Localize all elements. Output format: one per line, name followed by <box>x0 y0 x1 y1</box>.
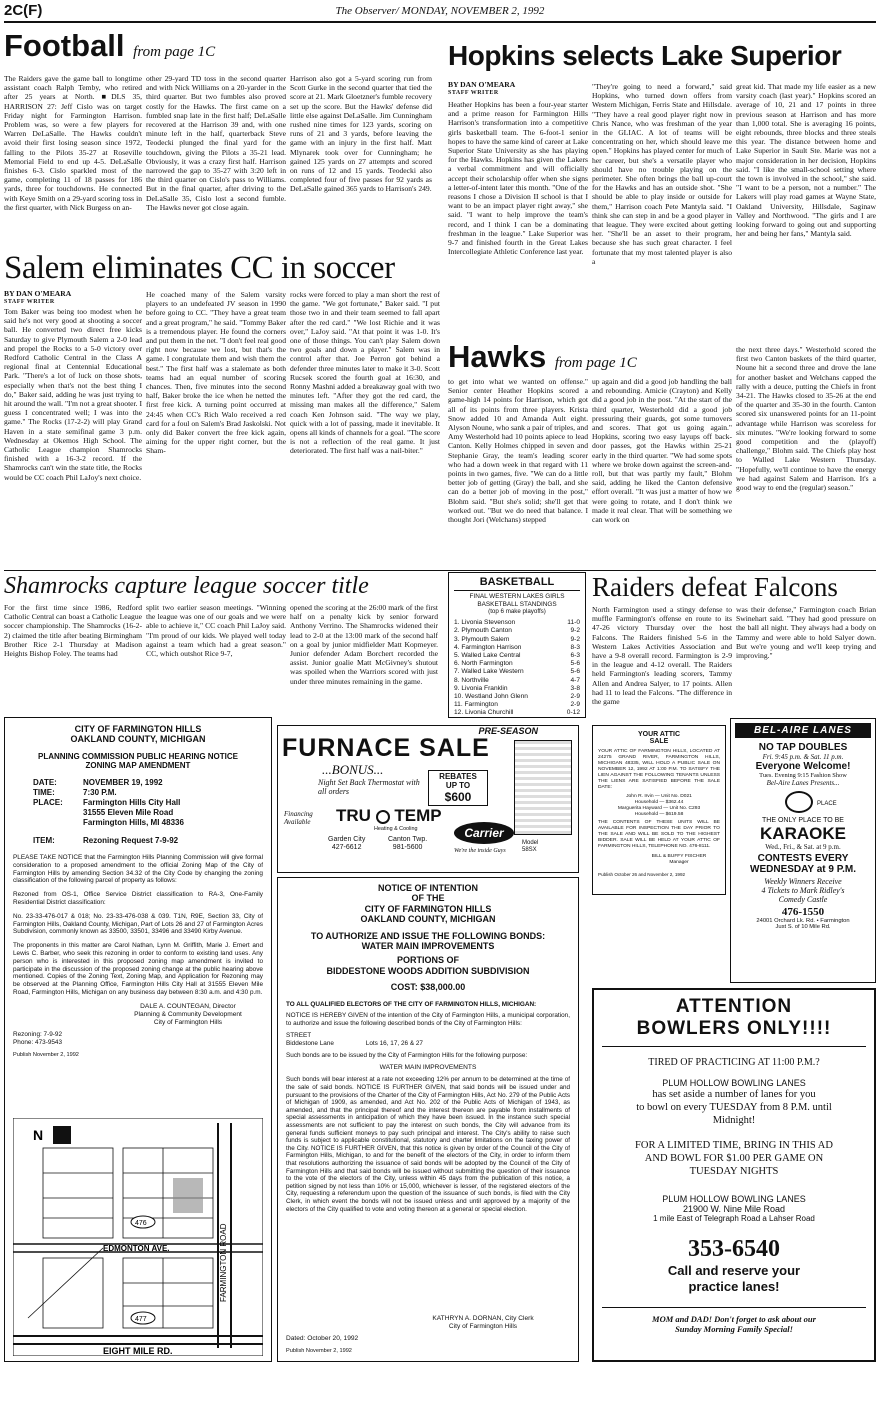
zoning-details <box>33 778 263 846</box>
zoning-signature <box>113 1003 263 1027</box>
standings-row <box>454 685 580 693</box>
belaire-l4: THE ONLY PLACE TO BE <box>762 817 844 824</box>
bowlers-l12: Call and reserve your <box>667 1263 801 1278</box>
bonds-p3: Such bonds will bear interest at a rate not exceeding 12% per annum to be determined at the time of the sale of said bonds. NOTICE IS FURTHER GIVEN, that said bonds will be issued under and pursuant to the provisions of the Charter of the City of Farmington Hills, Act No. 279 of the Public Acts of Michigan of 1909, as amended, and Act No. 202 of the Public Acts of Michigan of 1943, as amended, and that the principal thereof and the interest thereon are payable from installments of special assessments in anticipation of which they have been issued. In the instance such special assessments are not sufficient to pay the interest on such bonds, the City will advance from its general funds sufficient moneys to pay such principal and interest. The City's ability to raise such funds is subject to applicable constitutional, statutory and charter limitations on the taxing power of the City. NOTICE IS FURTHER GIVEN, that this notice is given by order of the Council of the City of Farmington Hills, Michigan, to and for the benefit of the electors of the City, in order to inform them that resolutions authorizing the issuance of said bonds will be adopted by the Council of the City of Farmington Hills and that said bonds will be issued without submitting the question of their issuance to the vote of the electors of the City, unless within 45 days from the publication of this notice, a petition signed by not less than 10% or 15,000, whichever is lesser, of the registered electors of the City, requesting a referendum upon the question of the issuance of such bonds, is filed with the City Clerk, in which event the bonds will not be issued unless and until approved by a majority of the electors of the City qualified to vote and voting thereon at a general or special election. <box>286 1076 570 1213</box>
standings-row <box>454 701 580 709</box>
salem-headline: Salem eliminates CC in soccer <box>4 250 395 286</box>
zoning-county: OAKLAND COUNTY, MICHIGAN <box>70 734 206 744</box>
bowlers-l7: AND BOWL FOR $1.00 PER GAME ON <box>644 1153 824 1164</box>
standings-row <box>454 636 580 644</box>
hawks-col-1: to get into what we wanted on offense." Senior center Heather Hopkins scored a game-high 14 points for Harrison, which got all of its points from three players. Krista Snow added 10 and Amanda Ault eight. Alyson Noune, who sank a pair of triples, and Amy Westerhold had 10 points apiece to lead Canton. Kelly Holmes chipped in seven and Stephanie Gray, the team's leading scorer who had a down week in that regard with 11 points in two games, five. "We can do a little better job of getting (Gray) the ball, and she can do a better job of moving in the post," Blohm said. "But she's solid; she'll get that worked out. "But we do need that balance. I thought Jori (Welchans) stepped <box>448 377 588 525</box>
raiders-col-2: was their defense," Farmington coach Brian Swinehart said. "They had good pressure on the ball all night. They always had a body on Tammy and were able to hold Salyer down. But we're young and we'll keep trying and improving." <box>736 605 876 661</box>
sign-2: Planning & Community Development <box>134 1010 242 1018</box>
place-1: Farmington Hills City Hall <box>83 798 181 807</box>
furnace-bonus: ...BONUS... <box>322 762 384 777</box>
football-col-2: other 29-yard TD toss in the second quarter and with Nick Williams on a 20-yarder in the third quarter. But two fumbles also proved costly for the Hawks. The first came on a fumbled snap late in the first half; DeLaSalle recovered at the Harrison 39 and, with one minute left in the half, quarterback Steve Teodecki plunged the final yard for the touchdown, giving the Pilots a 35-21 lead. Obviously, it was a crazy first half. Harrison narrowed the gap to 35-27 with 3:20 left in the third quarter on Cislo's pass to Williams. But in the final quarter, after driving to the DeLaSalle 35, Cislo lost a second fumble. The Hawks never got close again. <box>146 74 286 212</box>
trutemp-logo <box>336 806 442 826</box>
standings-team: 9. Livonia Franklin <box>454 684 508 692</box>
time-label: TIME: <box>33 788 55 797</box>
trutemp-sub: Heating & Cooling <box>374 826 418 832</box>
rebate-line-2: UP TO <box>445 781 471 790</box>
section-rule <box>4 570 876 571</box>
standings-record: 6-3 <box>570 652 580 659</box>
standings-list <box>454 619 580 717</box>
city-2: Canton Twp. <box>388 836 428 843</box>
lake-superior-col-1: Heather Hopkins has been a four-year starter and a prime reason for Farmington Hills Harrison's transformation into a competitive girls basketball team. The 6-foot-1 senior hopes to have the same kind of career at Lake Superior State University as she has playing for the Hawks. Hopkins has given the Lakers a verbal commitment and will officially accept their scholarship offer when she signs a letter-of-intent later this month. "One of the reasons I chose a Division II school is that I want to be an impact player right away," she said. "I want to help improve the team's record, and I think I can be a dominating freshman in the league." Lake Superior was 9-7 and finished fourth in the Great Lakes Intercollegiate Athletic Conference last year. <box>448 100 588 257</box>
bowlers-l2: PLUM HOLLOW BOWLING LANES <box>662 1078 806 1088</box>
byline-role: STAFF WRITER <box>4 299 55 305</box>
standings-record: 9-2 <box>570 635 580 643</box>
zoning-footer <box>13 1031 263 1059</box>
header-rule <box>4 21 876 23</box>
bowlers-phone: 353-6540 <box>688 1236 780 1262</box>
street-label: STREET <box>286 1032 312 1040</box>
raiders-headline: Raiders defeat Falcons <box>592 572 838 602</box>
standings-row <box>454 693 580 701</box>
rezoning-number: Rezoning: 7-9-92 <box>13 1030 63 1038</box>
belaire-h4: CONTESTS EVERY <box>757 853 849 864</box>
standings-note: (top 6 make playoffs) <box>488 608 546 616</box>
lake-superior-byline <box>448 80 515 98</box>
phone-2: 981-5600 <box>392 844 423 851</box>
standings-record: 5-6 <box>570 668 580 676</box>
football-col-1: The Raiders gave the game ball to longtime assistant coach Ralph Temby, who retired after 25 years at North. ■DLS 35, HARRISON 27: Jeff Cislo was on target Friday night for Farmington Harrison. Problem was, so were a few players for Warren DeLaSalle. The Hawks couldn't avoid their first losing season since 1972, falling to the Pilots 35-27 at Roseville Memorial Field to end up 4-5. DeLaSalle finishes 6-3. Cislo sparkled most of the game, completing 11 of 18 passes for 186 yards, three for touchdowns. He connected with Keye Smith on a 29-yard scoring toss in the first quarter, with Nick Burgess on an- <box>4 74 142 212</box>
bowlers-l11: 1 mile East of Telegraph Road a Lahser Road <box>653 1214 815 1223</box>
map-north-label: N <box>33 1127 44 1143</box>
tru-label: TRU <box>336 806 371 825</box>
financing: Financing Available <box>284 810 313 826</box>
standings-title: BASKETBALL <box>454 576 580 591</box>
attic-sign: BILL & BUFFY FISCHER <box>651 854 707 859</box>
bowlers-l5: Midnight! <box>712 1115 756 1126</box>
shamrocks-col-3: opened the scoring at the 26:00 mark of the first half on a penalty kick by senior forward Anthony Verrino. The Shamrocks widened their lead to 2-0 at the 13:00 mark of the second half on a goal by junior midfielder Matt Kopmeyer. Junior defender Adam Borchert recorded the assist. Junior goalie Matt McGivney's shutout was spoiled when the Warriors scored with just under three minutes remaining in the game. <box>290 603 438 686</box>
zoning-city: CITY OF FARMINGTON HILLS <box>74 724 202 734</box>
bowlers-l10: 21900 W. Nine Mile Road <box>682 1204 786 1214</box>
belaire-logo-area <box>735 789 871 815</box>
hawks-jump: from page 1C <box>554 355 637 371</box>
standings-team: 4. Farmington Harrison <box>454 643 522 651</box>
bonds-h8: BIDDESTONE WOODS ADDITION SUBDIVISION <box>326 965 530 976</box>
zoning-amendment: ZONING MAP AMENDMENT <box>85 761 191 770</box>
standings-row <box>454 619 580 627</box>
standings-row <box>454 677 580 685</box>
attic-body: YOUR ATTIC OF FARMINGTON HILLS, LOCATED AT 24275 GRAND RIVER, FARMINGTON HILLS, MICHIGAN 48335, WILL HOLD A PUBLIC SALE ON NOVEMBER 12, 1992 AT 1:00 P.M. TO SATISFY THE LIEN AGAINST THE FOLLOWING TENANTS UNLESS THE LIENS ARE SATISFIED BEFORE THE SALE DATE: <box>598 749 720 790</box>
furnace-sale-ad <box>277 725 579 873</box>
north-arrow <box>53 1126 71 1144</box>
bonds-sign-2: City of Farmington Hills <box>448 1323 518 1331</box>
attic-sign-2: Manager <box>669 860 689 865</box>
belaire-h5: WEDNESDAY at 9 P.M. <box>750 864 856 875</box>
microphone-icon <box>785 791 813 813</box>
place-3: Farmington Hills, MI 48336 <box>83 818 184 827</box>
zoning-body-4: The proponents in this matter are Carol Nathan, Lynn M. Griffith, Marie J. Emert and Lewis C. Barber, who seek this rezoning in order to conform to existing land uses. Any person who is interested in this proposed zoning map amendment is invited to participate in the discussion of the proposed zoning change at the public hearing above mentioned. Copies of the Zoning Text, Zoning Map, and Application for Rezoning may be observed at the Planning Office, Farmington Hills City Hall at 31555 Eleven Mile Road, Farmington Hills, Michigan on any business day between 8:30 a.m. and 4:30 p.m. <box>13 942 263 996</box>
bonds-h6: WATER MAIN IMPROVEMENTS <box>361 941 495 952</box>
rebate-line-1: REBATES <box>439 772 477 781</box>
belaire-karaoke: KARAOKE <box>760 824 846 843</box>
tenant-1: John R. Irvin — Unit No. D021 <box>626 794 692 799</box>
football-col-3: Harrison also got a 5-yard scoring run from Scott Gurke in the second quarter that tied the score at 21. Mark Gloetzner's fumble recovery set up the score. But the Hawks' defense did little else against DeLaSalle. Jim Cunningham rushed nine times for 123 yards, scoring on runs of 21 and 3 yards, before leaving the game with an injury in the first half. Matt Mlynarek took over for Cunningham; he gained 125 yards on 27 attempts and scored on runs of 12 and 15 yards. Teodecki also completed four of five passes for 92 yards as DeLaSalle gained 365 yards to Harrison's 249. <box>290 74 432 194</box>
byline-name: BY DAN O'MEARA <box>448 80 516 89</box>
standings-record: 3-8 <box>570 684 580 692</box>
time-value: 7:30 P.M. <box>83 788 117 797</box>
attic-sale-notice <box>592 725 726 895</box>
zoning-hearing: PLANNING COMMISSION PUBLIC HEARING NOTICE <box>37 752 238 761</box>
standings-row <box>454 652 580 660</box>
rebate-box <box>428 770 488 806</box>
date-value: NOVEMBER 19, 1992 <box>83 778 163 787</box>
shamrocks-headline: Shamrocks capture league soccer title <box>4 573 369 599</box>
standings-team: 1. Livonia Stevenson <box>454 619 516 627</box>
map-parcel-477: 477 <box>135 1316 147 1323</box>
furnace-preseason: PRE-SEASON <box>478 726 538 736</box>
bowlers-l9: PLUM HOLLOW BOWLING LANES <box>662 1194 806 1204</box>
place-2: 31555 Eleven Mile Road <box>83 808 174 817</box>
standings-team: 10. Westland John Glenn <box>454 693 528 701</box>
attic-tenants <box>598 794 720 818</box>
bowlers-l8: TUESDAY NIGHTS <box>689 1166 779 1177</box>
bonds-p1: NOTICE IS HEREBY GIVEN of the intention of the City of Farmington Hills, a municipal corporation, to authorize and issue the following described bonds of the City of Farmington Hills: <box>286 1012 570 1028</box>
bonds-h2: OF THE <box>411 893 445 904</box>
page-number: 2C(F) <box>4 2 43 19</box>
standings-row <box>454 644 580 652</box>
zoning-phone: Phone: 473-9543 <box>13 1038 63 1046</box>
belaire-l3: Bel-Aire Lanes Presents... <box>766 779 840 787</box>
bonds-to: TO ALL QUALIFIED ELECTORS OF THE CITY OF FARMINGTON HILLS, MICHIGAN: <box>286 1000 537 1008</box>
furnace-bonus-sub: Night Set Back Thermostat with all orders <box>318 778 420 796</box>
hawks-headline <box>448 340 637 380</box>
bowlers-l6: FOR A LIMITED TIME, BRING IN THIS AD <box>635 1140 833 1151</box>
standings-record: 0-12 <box>566 709 580 717</box>
lake-superior-col-3: great kid. That made my life easier as a new varsity coach (last year)." Hopkins scored an average of 10, 21 and 17 points in three previous season at Harrison and has more than 1,000 total. She is averaging 16 points, eight rebounds, three blocks and three steals this year. The distance between home and Lake Superior in Sault Ste. Marie was not a major consideration in her decision, Hopkins said. "I like the small-school setting where the town is involved in the school," she said. "I want to be a person, not a number." The Lakers will play road games at Wayne State, Oakland University, Hillsdale, Saginaw Valley and Northwood. "The girls and I are looking forward to going out and supporting her and being her fans," Mantyla said. <box>736 82 876 239</box>
hawks-col-2: up again and did a good job handling the ball and rebounding. Amicie (Crayton) and Kelly did a good job in the post. "At the start of the third quarter, Westerhold did a good job pressuring their guards, got some turnovers and scores. That got us going again." Hopkins, scoring two easy layups off back-door passes, got the Hawks within 25-21 early in the third quarter. "We had some spots where we broke down against the screen-and-roll, but that was partly my fault," Blohm said, adding he liked the Canton defensive effort overall. "It was just a matter of how we were going to rotate, and I don't think we made it real clear. That will be something we can work on <box>592 377 732 525</box>
standings-team: 11. Farmington <box>454 701 498 709</box>
sign-3: City of Farmington Hills <box>153 1018 223 1026</box>
belaire-l1: Fri. 9:45 p.m. & Sat. 11 p.m. <box>762 753 844 761</box>
rezoned-parcel <box>173 1178 203 1213</box>
date-label: DATE: <box>33 778 57 787</box>
phone-1: 427-6612 <box>331 844 362 851</box>
salem-col-2: He coached many of the Salem varsity players to an undefeated JV season in 1990 before going to CC. "They have a great team and a great program," he said. "Tommy Baker is a tremendous player. He found the corners and put them in the net. "I don't feel real good right now because we lost, but that's the game. I congratulate them and wish them the best." The first half was a stalemate as both teams had an equal number of scoring chances. Then, five minutes into the second half, Baker broke the ice when he netted the first free kick. A turning point occurred at 24:45 when CC's Rich Walo received a red card for a foul on Salem's Brad Jaskolski. Not only did Baker convert the free kick again, aiming for the upper right corner, but the Sham- <box>146 290 286 456</box>
bonds-cost: COST: $38,000.00 <box>390 982 466 993</box>
bonds-h1: NOTICE OF INTENTION <box>378 883 478 893</box>
bowlers-h1: ATTENTION <box>675 996 793 1017</box>
canton <box>388 836 427 852</box>
map-parcel-476: 476 <box>135 1220 147 1227</box>
carrier-slogan: We're the inside Guys <box>454 848 506 854</box>
tenant-2-amount: Household — $619.58 <box>634 812 684 817</box>
standings-record: 2-9 <box>570 693 580 701</box>
standings-team: 3. Plymouth Salem <box>454 635 510 643</box>
standings-record: 2-9 <box>570 701 580 709</box>
standings-row <box>454 660 580 668</box>
bowlers-l1: TIRED OF PRACTICING AT 11:00 P.M.? <box>648 1057 820 1068</box>
masthead-date: The Observer/ MONDAY, NOVEMBER 2, 1992 <box>335 5 545 17</box>
shamrocks-col-2: split two earlier season meetings. "Winning the league was one of our goals and we were able to achieve it," CC coach Phil LaJoy said. "I'm proud of our kids. We played well today against a team which had a great season." CC, which outshot Rice 9-7, <box>146 603 286 659</box>
bowlers-rule-2 <box>602 1307 866 1308</box>
bowlers-ad <box>592 988 876 1362</box>
street-name: Biddestone Lane <box>286 1039 334 1047</box>
furnace-title: FURNACE SALE <box>282 734 490 762</box>
salem-col-3: rocks were forced to play a man short the rest of the game. "We got fortunate," Baker said. "I put those two in and their team seemed to fall apart after the red card." "We lost Richie and it was over," LaJoy said. "At that point it was 1-0. It's one of those things. You can't play Salem down two goals and down a player." Salem was in control after that. Joe Perron got behind a defender three minutes later to make it 3-0. Scott Rucsek scored the fourth goal at 16:30, and Ronny Mashni added a breakaway goal with two minutes left. "After they got the red card, the missing man makes all the difference," Salem coach Ken Johnson said. "The way we play, quick with a lot of passing, made it inevitable. It opens all kinds of channels for a goal. "The score is not a reflection of the real game. It just deteriorated. The first half was a nail-biter." <box>290 290 440 456</box>
standings-team: 5. Walled Lake Central <box>454 652 521 659</box>
place-label: PLACE: <box>33 798 63 807</box>
lake-superior-col-2: "They're going to need a forward," said Hopkins, who turned down offers from Western Michigan, Ferris State and Hillsdale. "They have a real good player right now in Chris Nance, who was freshman of the year in the GLIAC. A lot of teams will be concentrating on her, which should leave me open." Hopkins has played center for much of her career, but she's a versatile player who should have no trouble playing on the perimeter. She often brings the ball up-court for the Hawks and has an outside shot. "She should be able to play inside or outside for them," Harrison coach Pete Mantyla said. "I think she can step in and be a good player in that league. They were excited about getting her. "She'll be an asset to their program, because she has such great character. I feel fortunate that my most talented player is also a <box>592 82 732 266</box>
standings-record: 5-6 <box>570 660 580 668</box>
bonds-street-block <box>286 1032 570 1048</box>
standings-record: 4-7 <box>570 676 580 684</box>
map-farmington-road: FARMINGTON ROAD <box>219 1223 228 1302</box>
standings-row <box>454 668 580 676</box>
belaire-l8: Comedy Castle <box>778 895 828 904</box>
belaire-h2: Everyone Welcome! <box>755 761 851 772</box>
belaire-name: BEL-AIRE LANES <box>735 723 871 738</box>
belaire-l6: Weekly Winners Receive <box>764 877 842 886</box>
belaire-lanes-ad <box>730 718 876 983</box>
belaire-l2: Tues. Evening 9:15 Fashion Show <box>759 772 847 779</box>
bowlers-l13: practice lanes! <box>688 1279 780 1294</box>
city-1: Garden City <box>328 836 366 843</box>
belaire-addr-2: Just S. of 10 Mile Rd. <box>775 924 831 930</box>
bonds-purpose: WATER MAIN IMPROVEMENTS <box>379 1064 477 1072</box>
belaire-place: PLACE <box>817 801 837 807</box>
bowlers-l14: MOM and DAD! Don't forget to ask about our <box>652 1314 816 1324</box>
sign-1: DALE A. COUNTEGAN, Director <box>140 1002 236 1010</box>
map-eight-mile-rd: EIGHT MILE RD. <box>103 1346 173 1356</box>
football-headline <box>4 29 215 69</box>
bonds-notice <box>277 877 579 1362</box>
item-value: Rezoning Request 7-9-92 <box>83 836 179 845</box>
tenant-2: Marguerita Hayward — Unit No. C293 <box>617 806 701 811</box>
raiders-col-1: North Farmington used a stingy defense to muffle Farmington's offense en route to its 47-26 victory Thursday over the host Falcons. The Raiders finished 5-6 in the Western Lakes Activities Association and have a 9-8 overall record. Farmington is 2-9 in the league and 4-12 overall. The Raiders held Farmington's leading scorers, Tammy Allen and Andrea Salyer, to 17 points. Allen had 11 to lead the Falcons. "The difference in the game <box>592 605 732 707</box>
bowlers-l15: Sunday Morning Family Special! <box>675 1324 793 1334</box>
furnace-illustration <box>514 740 572 835</box>
bowlers-h2: BOWLERS ONLY!!!! <box>636 1018 832 1039</box>
belaire-addr: 24001 Orchard Lk. Rd. • Farmington <box>756 918 850 924</box>
bonds-h7: PORTIONS OF <box>396 955 459 966</box>
bowlers-l4: to bowl on every TUESDAY from 8 P.M. until <box>636 1102 832 1113</box>
standings-team: 12. Livonia Churchill <box>454 709 514 717</box>
standings-record: 9-2 <box>570 627 580 635</box>
football-jump: from page 1C <box>133 44 216 60</box>
belaire-phone: 476-1550 <box>781 906 825 918</box>
standings-team: 7. Walled Lake Western <box>454 668 524 676</box>
zoning-notice <box>4 717 272 1362</box>
byline-name: BY DAN O'MEARA <box>4 289 72 298</box>
byline-role: STAFF WRITER <box>448 90 499 96</box>
bonds-signature <box>396 1315 570 1331</box>
bonds-sign-1: KATHRYN A. DORNAN, City Clerk <box>432 1315 534 1323</box>
hawks-col-3: the next three days." Westerhold scored the first two Canton baskets of the third quarter, Noune hit a second three and drove the lane for another basket and Welchans capped the rally with a deuce, putting the Chiefs in front 34-21. The Hawks closed to 35-26 at the end of the quarter and 35-30 in the fourth. Canton scored six unanswered points for an 11-point advantage while Harrison was scoreless for six minutes. "We're looking forward to some good competition and the (playoff) challenge," Blohm said. The Chiefs play host to Walled Lake Western Thursday. "Hopefully, we'll continue to have the energy we had against Salem and Harrison. It's a good way to end the (regular) season." <box>736 345 876 493</box>
shamrocks-col-1: For the first time since 1986, Redford Catholic Central can boast a Catholic League soccer championship. The Shamrocks (16-2-2) claimed the title after beating Birmingham Brother Rice 2-1 Thursday at Madison Heights Bishop Foley. The teams had <box>4 603 142 659</box>
furnace-model: Model 58SX <box>522 840 539 853</box>
attic-signature <box>638 854 720 866</box>
zoning-body-2: Rezoned from OS-1, Office Service District classification to RA-3, One-Family Residential District classification: <box>13 891 263 906</box>
temp-label: TEMP <box>394 806 442 825</box>
carrier-logo: Carrier <box>454 822 514 844</box>
attic-publish: Publish October 26 and November 2, 1992 <box>598 872 686 877</box>
map-edmonton-ave: EDMONTON AVE. <box>103 1244 170 1253</box>
salem-byline <box>4 289 71 307</box>
salem-col-1: Tom Baker was being too modest when he said he's not very good at shooting a soccer ball. He converted two direct free kicks Saturday to give Plymouth Salem a 2-0 lead and propel the Rocks to a 5-0 victory over Redford Catholic Central in the Class A regional final at Centennial Educational Park. "There's a lot of luck on those shots, especially when that's not the best thing I do," Baker said, adding he was just trying to hit around the wall. "I'm not a great shooter. I guess I concentrated well; I was into the game." The Rocks (17-2-2) will play Grand Haven in a state semifinal game 3 p.m. Wednesday at Okemos High School. The Catholic League champion Shamrocks finished with a 16-3-2 record. If the Shamrocks can't win the state title, the Rocks would be CC coach Phil LaJoy's next choice. <box>4 307 142 482</box>
attic-h2: SALE <box>649 738 669 745</box>
bonds-header <box>286 883 570 993</box>
standings-record: 11-0 <box>567 619 580 627</box>
attic-h1: YOUR ATTIC <box>638 731 680 738</box>
item-label: ITEM: <box>33 836 55 845</box>
standings-team: 2. Plymouth Canton <box>454 627 512 635</box>
zoning-publish: Publish November 2, 1992 <box>13 1051 79 1058</box>
bonds-publish: Publish November 2, 1992 <box>286 1348 352 1355</box>
basketball-standings-box <box>448 572 586 718</box>
attic-body-2: THE CONTENTS OF THESE UNITS WILL BE AVAILABLE FOR INSPECTION THE DAY PRIOR TO THE SALE AND WILL BE SOLD TO THE HIGHEST BIDDER. SALE WILL BE HELD AT YOUR ATTIC OF FARMINGTON HILLS, TELEPHONE NO. 476-8111. <box>598 820 720 849</box>
standings-team: 6. North Farmington <box>454 660 513 668</box>
thermostat-icon <box>376 810 390 824</box>
zoning-map <box>13 1118 263 1356</box>
bonds-h3: CITY OF FARMINGTON HILLS <box>364 903 492 914</box>
hawks-title: Hawks <box>448 339 547 374</box>
belaire-l5: Wed., Fri., & Sat. at 9 p.m. <box>765 843 841 851</box>
bowlers-l3: has set aside a number of lanes for you <box>652 1089 816 1100</box>
street-lots: Lots 16, 17, 26 & 27 <box>365 1039 423 1047</box>
garden-city <box>328 836 365 852</box>
bonds-h5: TO AUTHORIZE AND ISSUE THE FOLLOWING BONDS: <box>310 930 546 941</box>
zoning-body-1: PLEASE TAKE NOTICE that the Farmington Hills Planning Commission will give formal consideration to a proposed amendment to the official Zoning Map of the City of Farmington Hills by amending Section 34.32 of the City Code by changing the zoning classification of the following parcel of property as follows: <box>13 854 263 885</box>
bowlers-rule <box>602 1046 866 1047</box>
standings-record: 8-3 <box>570 643 580 651</box>
tenant-1-amount: Household — $362.44 <box>634 800 684 805</box>
standings-row <box>454 627 580 635</box>
standings-subtitle: FINAL WESTERN LAKES GIRLS BASKETBALL STANDINGS <box>469 593 565 608</box>
standings-team: 8. Northville <box>454 676 489 684</box>
standings-row <box>454 709 580 717</box>
football-title: Football <box>4 28 125 63</box>
belaire-h1: NO TAP DOUBLES <box>758 742 848 753</box>
rebate-amount: $600 <box>444 790 472 804</box>
lake-superior-headline: Hopkins selects Lake Superior <box>448 40 842 71</box>
bonds-dated: Dated: October 20, 1992 <box>286 1335 359 1343</box>
zoning-body-3: No. 23-33-476-017 & 018; No. 23-33-476-038 & 039. T1N, R9E, Section 33, City of Farmington Hills, Oakland County, Michigan, Part of Lots 26 and 27 of Farmington Acres Subdivision, commonly known as 33500, 33501, 33496 and 33490 Kirby Avenue. <box>13 912 263 936</box>
bonds-h4: OAKLAND COUNTY, MICHIGAN <box>360 914 496 925</box>
bonds-p2: Such bonds are to be issued by the City of Farmington Hills for the following purpose: <box>286 1051 528 1059</box>
belaire-l7: 4 Tickets to Mark Ridley's <box>761 886 845 895</box>
